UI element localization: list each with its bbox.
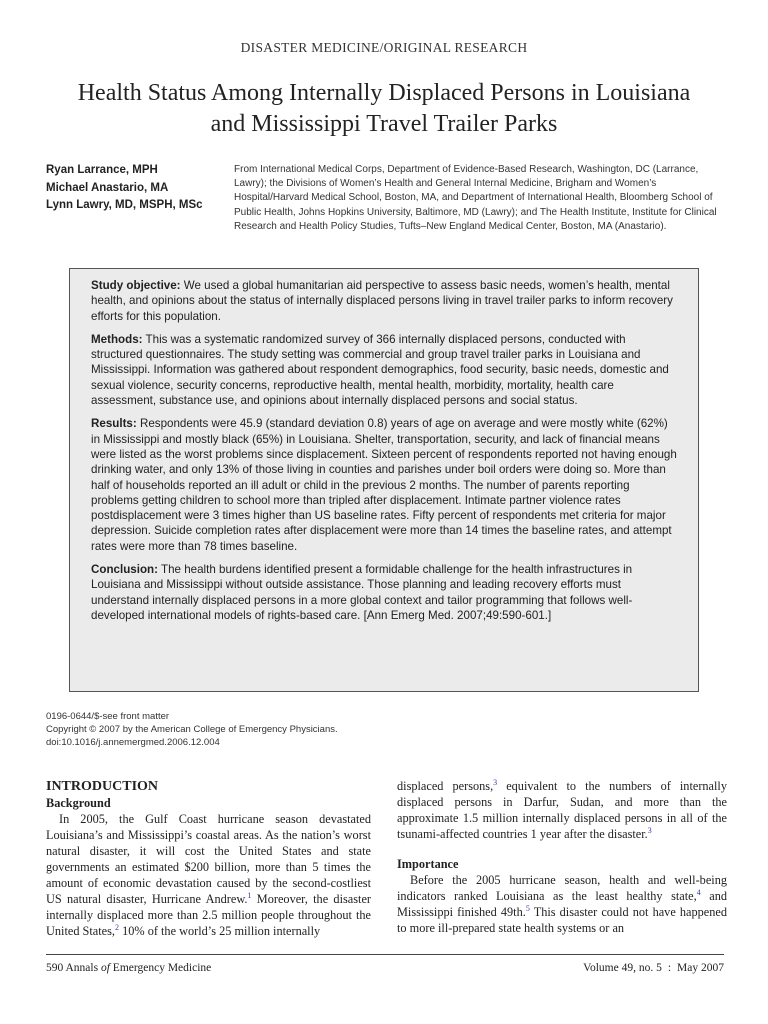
- copyright-line: Copyright © 2007 by the American College of Emergency Physicians.: [46, 724, 338, 735]
- abstract-box: [69, 268, 699, 692]
- reference-link[interactable]: 3: [493, 777, 498, 787]
- footer-divider: [46, 954, 724, 955]
- issue-date: May 2007: [677, 962, 724, 974]
- journal-name-of: of: [100, 962, 110, 974]
- abstract-objective-label: Study objective:: [91, 279, 181, 292]
- author-affiliations: From International Medical Corps, Department of Evidence-Based Research, Washington, DC (Larrance, Lawry); the Divisions of Women’s Health and General Internal Medicine, Brigham and Women’s Hospital/Harvard Medical School, Boston, MA, and Department of International Health, Bloomberg School of Public Health, Johns Hopkins University, Baltimore, MD (Lawry); and The Health Institute, Institute for Clinical Research and Health Policy Studies, Tufts–New England Medical Center, Boston, MA (Anastario).: [234, 164, 717, 232]
- introduction-heading: INTRODUCTION: [46, 779, 159, 794]
- abstract-results-label: Results:: [91, 417, 137, 431]
- abstract-conclusion-label: Conclusion:: [91, 563, 158, 577]
- footer-journal: [46, 962, 211, 974]
- author-list: [46, 162, 226, 215]
- abstract-methods: [91, 332, 678, 408]
- abstract-objective: [91, 278, 678, 324]
- abstract-results-text: Respondents were 45.9 (standard deviation 0.8) years of age on average and were mostly white (62%) in Mississippi and mostly black (65%) in Louisiana. Shelter, transportation, security, and lack of financial means were listed as the worst problems since displacement. Sixteen percent of respondents reported not having enough drinking water, and only 13% of those living in counties and parishes under boil orders were doing so. More than half of households reported an ill adult or child in the previous 2 months. The number of parents reporting problems getting children to school more than tripled after displacement. Intimate partner violence rates postdisplacement were 3 times higher than US baseline rates. Fifty percent of respondents met criteria for major depression. Suicide completion rates after displacement were more than 14 times the baseline rates, and attempt rates were more than 78 times baseline.: [91, 417, 677, 553]
- journal-name-1: Annals: [65, 962, 99, 974]
- background-paragraph: In 2005, the Gulf Coast hurricane season devastated Louisiana’s and Mississippi’s coastal areas. As the nation’s worst natural disaster, it will cost the United States and state governments an estimated $200 billion, more than 5 times the amount of economic devastation caused by the second-costliest US natural disaster, Hurricane Andrew.$^1$ Moreover, the disaster internally displaced more than 2.5 million people throughout the United States,$^2$ 10% of the world’s 25 million internally: [46, 812, 371, 938]
- title-line-2: and Mississippi Travel Trailer Parks: [210, 111, 558, 137]
- abstract-methods-text: This was a systematic randomized survey of 366 internally displaced persons, conducted with structured questionnaires. The study setting was commercial and group travel trailer parks in Louisiana and Mississippi. Information was gathered about respondent demographics, food security, basic needs, domestic and sexual violence, security concerns, reproductive health, mental health, morbidity, mortality, health care assessment, substance use, and opinions about internally displaced persons and social status.: [91, 332, 669, 408]
- body-column-left: [46, 778, 371, 939]
- front-matter: [46, 710, 546, 749]
- title-line-1: Health Status Among Internally Displaced Persons in Louisiana: [77, 80, 691, 106]
- reference-link[interactable]: 4: [696, 887, 701, 897]
- volume-issue: Volume 49, no. 5: [583, 962, 662, 974]
- background-paragraph-continued: displaced persons,$^3$ equivalent to the numbers of internally displaced persons in Darfur, Sudan, and more than the approximate 1.5 million internally displaced persons in all of the tsunami-affected countries 1 year after the disaster.$^3$: [397, 777, 727, 841]
- page-number: 590: [46, 962, 64, 974]
- abstract-objective-text: We used a global humanitarian aid perspective to assess basic needs, women’s health, mental health, and opinions about the status of internally displaced persons living in travel trailer parks to inform recovery efforts for this population.: [91, 279, 673, 323]
- importance-paragraph: Before the 2005 hurricane season, health and well-being indicators ranked Louisiana as the least healthy state,$^4$ and Mississippi finished 49th.$^5$ This disaster could not have happened to more ill-prepared state health systems or an: [397, 873, 727, 935]
- article-title: [40, 78, 728, 140]
- abstract-results: [91, 416, 678, 554]
- abstract-methods-label: Methods:: [91, 332, 143, 346]
- section-header: DISASTER MEDICINE/ORIGINAL RESEARCH: [240, 40, 528, 55]
- issue-separator: :: [667, 962, 672, 974]
- abstract-conclusion-text: The health burdens identified present a formidable challenge for the health infrastructures in Louisiana and Mississippi without outside assistance. Those planning and leading recovery efforts must understand internally displaced persons in a more global context and tailor programming that follows well-developed international models of rights-based care. [Ann Emerg Med. 2007;49:590-601.]: [91, 563, 633, 622]
- author-name: Michael Anastario, MA: [46, 181, 169, 194]
- body-column-right: [397, 778, 727, 936]
- reference-link[interactable]: 2: [115, 922, 119, 932]
- background-heading: Background: [46, 796, 111, 810]
- issn-line: 0196-0644/$-see front matter: [46, 711, 170, 722]
- reference-link[interactable]: 1: [247, 890, 252, 900]
- abstract-conclusion: [91, 562, 678, 623]
- author-name: Lynn Lawry, MD, MSPH, MSc: [46, 199, 203, 211]
- reference-link[interactable]: 3: [647, 825, 652, 835]
- reference-link[interactable]: 5: [525, 903, 530, 913]
- author-name: Ryan Larrance, MPH: [46, 164, 158, 176]
- footer-issue: [583, 962, 724, 974]
- journal-name-2: Emergency Medicine: [112, 962, 212, 974]
- importance-heading: Importance: [397, 857, 459, 871]
- doi-line: doi:10.1016/j.annemergmed.2006.12.004: [46, 737, 220, 748]
